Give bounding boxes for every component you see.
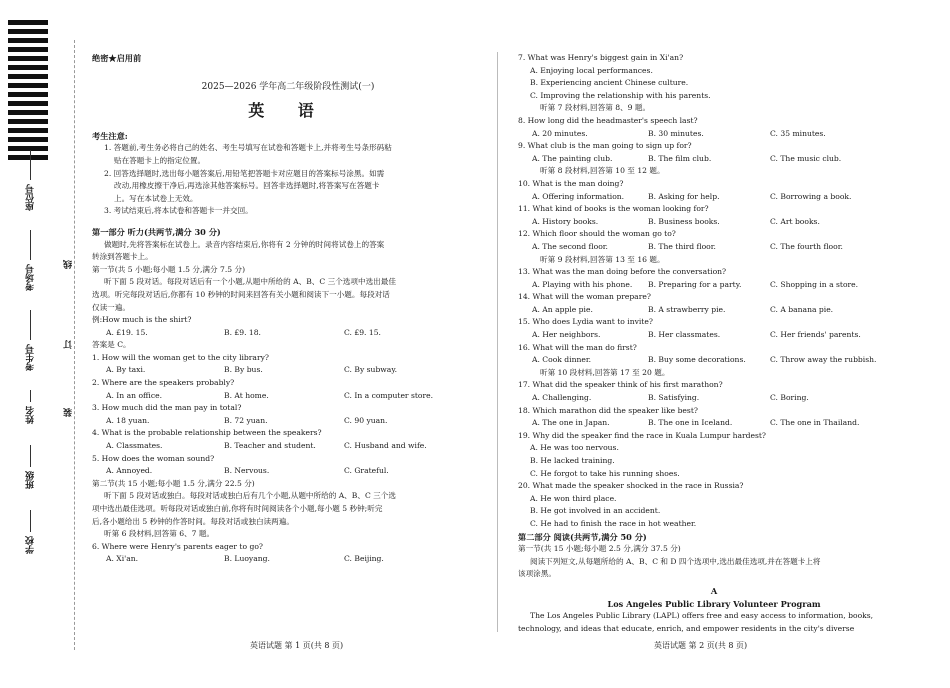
candidate-number-field: 考生号 (18, 310, 54, 390)
question-7-option: B. Experiencing ancient Chinese culture. (530, 78, 689, 88)
question-10: 10. What is the man doing? (518, 178, 624, 188)
question-8: 8. How long did the headmaster's speech last? (518, 115, 698, 125)
school-field: 学校 (18, 510, 54, 580)
question-1-options: A. By taxi. B. By bus. C. By subway. (106, 365, 398, 375)
question-13: 13. What was the man doing before the conversation? (518, 267, 727, 277)
cut-mark-bind: 订 (64, 340, 74, 349)
passage-title: Los Angeles Public Library Volunteer Program (607, 598, 821, 609)
material-9-note: 听第 9 段材料,回答第 13 至 16 题。 (540, 254, 665, 264)
notice-line: 改动,用橡皮擦干净后,再选涂其他答案标号。回答非选择题时,将答案写在答题卡 (114, 181, 380, 191)
cut-mark-line: 线 (64, 260, 74, 269)
section1-title: 第一节(共 5 小题;每小题 1.5 分,满分 7.5 分) (92, 264, 246, 274)
section1-intro: 听下面 5 段对话。每段对话后有一个小题,从题中所给的 A、B、C 三个选项中选出最佳 (104, 277, 396, 287)
page-2-footer: 英语试题 第 2 页(共 8 页) (654, 641, 748, 650)
subject-title: 英 语 (248, 101, 328, 121)
question-14: 14. What will the woman prepare? (518, 292, 651, 302)
material-7-note: 听第 7 段材料,回答第 8、9 题。 (540, 103, 651, 113)
question-1: 1. How will the woman get to the city library? (92, 352, 269, 362)
question-20-option: B. He got involved in an accident. (530, 506, 661, 516)
material-8-note: 听第 8 段材料,回答第 10 至 12 题。 (540, 166, 665, 176)
notice-title: 考生注意: (92, 130, 128, 141)
question-20: 20. What made the speaker shocked in the race in Russia? (518, 481, 744, 491)
part1-intro: 转涂到答题卡上。 (92, 252, 153, 262)
notice-line: 3. 考试结束后,将本试卷和答题卡一并交回。 (104, 206, 253, 216)
seat-number-field: 座位号 (18, 150, 54, 230)
passage-letter: A (710, 585, 718, 596)
question-6-options: A. Xi'an. B. Luoyang. C. Beijing. (106, 554, 384, 564)
page-separator (497, 52, 498, 632)
example-options: A. £19. 15. B. £9. 18. C. £9. 15. (106, 327, 381, 337)
notice-line: 1. 答题前,考生务必将自己的姓名、考生号填写在试卷和答题卡上,并将考生号条形码粘 (104, 143, 392, 153)
question-16-options: A. Cook dinner. B. Buy some decorations. C. Throw away the rubbish. (532, 355, 877, 365)
question-9: 9. What club is the man going to sign up for? (518, 141, 692, 151)
part2-intro: 该项涂黑。 (518, 569, 556, 579)
page-1-footer: 英语试题 第 1 页(共 8 页) (250, 641, 344, 650)
question-19-option: A. He was too nervous. (530, 443, 619, 453)
example-question: 例:How much is the shirt? (92, 315, 192, 325)
question-12: 12. Which floor should the woman go to? (518, 229, 676, 239)
passage-line: The Los Angeles Public Library (LAPL) offers free and easy access to information, books, (530, 611, 874, 621)
material-10-note: 听第 10 段材料,回答第 17 至 20 题。 (540, 367, 670, 377)
part2-intro: 阅读下列短文,从每题所给的 A、B、C 和 D 四个选项中,选出最佳选项,并在答题卡上将 (530, 556, 821, 566)
page-2 (518, 52, 910, 635)
question-13-options: A. Playing with his phone. B. Preparing for a party. C. Shopping in a store. (532, 279, 859, 289)
notice-line: 贴在答题卡上的指定位置。 (114, 155, 206, 165)
notice-line: 2. 回答选择题时,选出每小题答案后,用铅笔把答题卡对应题目的答案标号涂黑。如需 (104, 168, 385, 178)
question-4-options: A. Classmates. B. Teacher and student. C. Husband and wife. (106, 441, 427, 451)
binding-dash-line (74, 40, 75, 650)
page-1 (92, 52, 484, 566)
part1-title: 第一部分 听力(共两节,满分 30 分) (92, 226, 221, 237)
section2-intro: 后,各小题给出 5 秒钟的作答时间。每段对话或独白读两遍。 (92, 516, 294, 526)
part2-title: 第二部分 阅读(共两节,满分 50 分) (518, 531, 647, 542)
question-4: 4. What is the probable relationship between the speakers? (92, 428, 322, 438)
exam-title: 2025—2026 学年高二年级阶段性测试(一) (201, 81, 375, 92)
section2-intro: 项中选出最佳选项。听每段对话或独白前,你将有时间阅读各个小题,每小题 5 秒钟;听完 (92, 504, 383, 513)
name-field: 姓名 (18, 390, 54, 460)
question-15: 15. Who does Lydia want to invite? (518, 317, 653, 327)
example-answer: 答案是 C。 (92, 340, 131, 350)
question-14-options: A. An apple pie. B. A strawberry pie. C. A banana pie. (532, 304, 834, 314)
question-5-options: A. Annoyed. B. Nervous. C. Grateful. (106, 466, 389, 476)
question-15-options: A. Her neighbors. B. Her classmates. C. Her friends' parents. (532, 330, 861, 340)
material-6-note: 听第 6 段材料,回答第 6、7 题。 (104, 529, 215, 539)
passage-line: technology, and ideas that educate, enrich, and empower residents in the city's diverse (518, 623, 855, 633)
question-18: 18. Which marathon did the speaker like best? (518, 405, 698, 415)
question-10-options: A. Offering information. B. Asking for help. C. Borrowing a book. (532, 191, 852, 201)
question-11: 11. What kind of books is the woman looking for? (518, 204, 709, 214)
section1-intro: 选项。听完每段对话后,你都有 10 秒钟的时间来回答有关小题和阅读下一小题。每段对话 (92, 289, 390, 299)
question-17: 17. What did the speaker think of his first marathon? (518, 380, 723, 390)
question-7-option: A. Enjoying local performances. (530, 65, 653, 75)
question-9-options: A. The painting club. B. The film club. C. The music club. (532, 153, 842, 163)
question-17-options: A. Challenging. B. Satisfying. C. Boring. (532, 393, 809, 403)
exam-room-field: 考场号 (18, 230, 54, 310)
question-19-option: C. He forgot to take his running shoes. (530, 468, 680, 478)
question-2: 2. Where are the speakers probably? (92, 378, 235, 388)
class-field: 班级 (18, 445, 54, 515)
question-8-options: A. 20 minutes. B. 30 minutes. C. 35 minutes. (532, 128, 826, 138)
notice-line: 上。写在本试卷上无效。 (114, 193, 198, 203)
cut-mark-staple: 装 (64, 408, 74, 417)
binding-strip (0, 120, 74, 590)
part2-section1-title: 第一节(共 15 小题;每小题 2.5 分,满分 37.5 分) (518, 544, 681, 554)
question-16: 16. What will the man do first? (518, 342, 637, 352)
question-7-option: C. Improving the relationship with his parents. (530, 90, 711, 100)
question-3-options: A. 18 yuan. B. 72 yuan. C. 90 yuan. (106, 415, 388, 425)
section2-intro: 听下面 5 段对话或独白。每段对话或独白后有几个小题,从题中所给的 A、B、C 三个选 (104, 491, 396, 501)
question-19-option: B. He lacked training. (530, 456, 615, 465)
question-7: 7. What was Henry's biggest gain in Xi'an? (518, 53, 684, 62)
question-20-option: C. He had to finish the race in hot weather. (530, 518, 697, 528)
question-6: 6. Where were Henry's parents eager to go? (92, 541, 263, 551)
question-11-options: A. History books. B. Business books. C. Art books. (532, 216, 820, 226)
question-20-option: A. He won third place. (530, 493, 617, 503)
question-5: 5. How does the woman sound? (92, 453, 215, 463)
question-19: 19. Why did the speaker find the race in Kuala Lumpur hardest? (518, 430, 767, 440)
section2-title: 第二节(共 15 小题;每小题 1.5 分,满分 22.5 分) (92, 478, 255, 488)
part1-intro: 做题时,先将答案标在试卷上。录音内容结束后,你将有 2 分钟的时间将试卷上的答案 (104, 239, 385, 249)
question-12-options: A. The second floor. B. The third floor. C. The fourth floor. (532, 241, 843, 251)
secret-label: 绝密★启用前 (92, 53, 142, 63)
question-18-options: A. The one in Japan. B. The one in Iceland. C. The one in Thailand. (532, 418, 860, 428)
question-3: 3. How much did the man pay in total? (92, 403, 242, 413)
section1-intro: 仅读一遍。 (92, 302, 130, 312)
question-2-options: A. In an office. B. At home. C. In a computer store. (106, 390, 434, 400)
